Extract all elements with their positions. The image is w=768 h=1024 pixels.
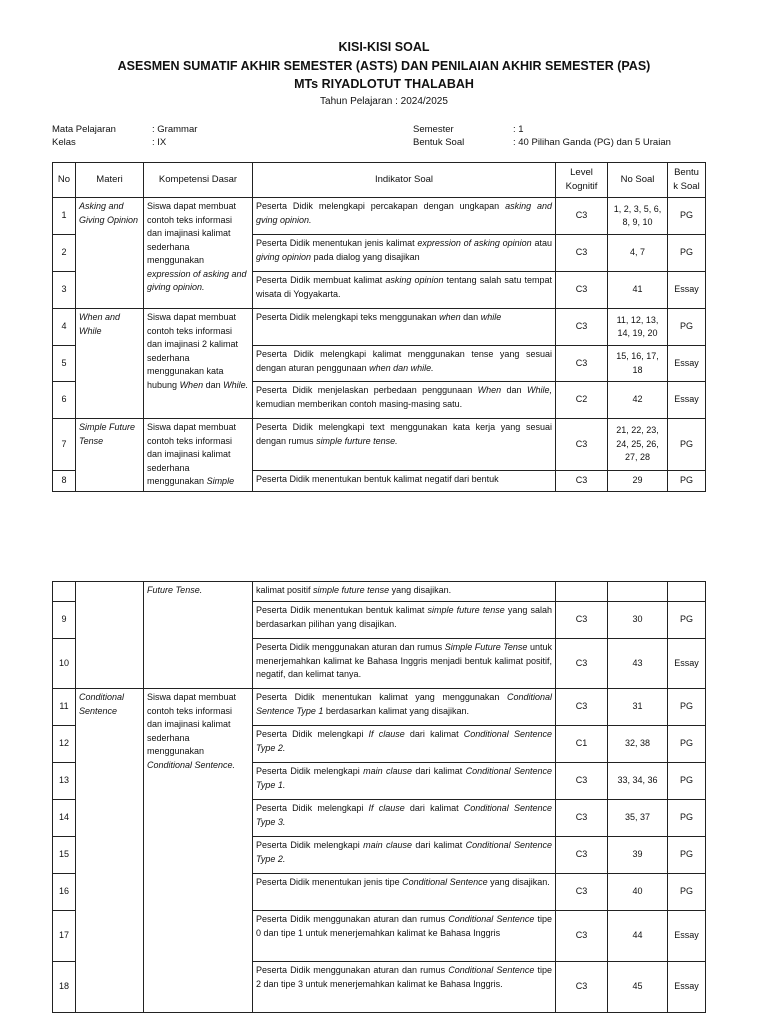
indikator-cell: Peserta Didik melengkapi main clause dari kalimat Conditional Sentence Type 2. [253,837,556,874]
indikator-cell: Peserta Didik menentukan bentuk kalimat negatif dari bentuk [253,470,556,491]
nosoal-cell: 1, 2, 3, 5, 6, 8, 9, 10 [608,198,668,235]
level-cell: C3 [556,962,608,1013]
table-row [53,419,706,471]
indikator-cell: Peserta Didik melengkapi main clause dari kalimat Conditional Sentence Type 1. [253,763,556,800]
level-cell: C3 [556,419,608,471]
school-name: MTs RIYADLOTUT THALABAH [294,77,474,91]
nosoal-cell: 43 [608,639,668,689]
class-label: Kelas [52,137,76,148]
row-no: 5 [53,346,76,382]
row-no: 18 [53,962,76,1013]
nosoal-cell: 42 [608,382,668,419]
row-no: 8 [53,470,76,491]
level-cell: C3 [556,874,608,911]
academic-year: Tahun Pelajaran : 2024/2025 [320,96,448,107]
subject-value: : Grammar [152,124,198,135]
bentuk-cell: PG [668,689,706,726]
indikator-cell: Peserta Didik menggunakan aturan dan rumus Conditional Sentence tipe 0 dan tipe 1 untuk menerjemahkan kalimat ke Bahasa Inggris [253,911,556,962]
indikator-cell: kalimat positif simple future tense yang disajikan. [253,582,556,602]
indikator-cell: Peserta Didik melengkapi kalimat menggunakan tense yang sesuai dengan aturan penggunaan when dan while. [253,346,556,382]
row-no: 1 [53,198,76,235]
level-cell: C3 [556,470,608,491]
row-no: 4 [53,309,76,346]
indikator-cell: Peserta Didik melengkapi teks menggunakan when dan while [253,309,556,346]
indikator-cell: Peserta Didik melengkapi If clause dari kalimat Conditional Sentence Type 3. [253,800,556,837]
nosoal-cell: 21, 22, 23, 24, 25, 26, 27, 28 [608,419,668,471]
indikator-cell: Peserta Didik melengkapi text menggunakan kata kerja yang sesuai dengan rumus simple furture tense. [253,419,556,471]
table-row [53,689,706,726]
row-no: 16 [53,874,76,911]
indikator-cell: Peserta Didik menentukan bentuk kalimat simple future tense yang salah berdasarkan pilihan yang disajikan. [253,602,556,639]
nosoal-cell: 35, 37 [608,800,668,837]
kd-cell: Siswa dapat membuat contoh teks informasi dan imajinasi kalimat sederhana menggunakan expression of asking and giving opinion. [144,198,253,309]
level-cell: C3 [556,639,608,689]
row-no: 11 [53,689,76,726]
level-cell: C3 [556,763,608,800]
nosoal-cell: 11, 12, 13, 14, 19, 20 [608,309,668,346]
row-no: 13 [53,763,76,800]
nosoal-cell: 29 [608,470,668,491]
row-no: 3 [53,272,76,309]
level-cell: C3 [556,911,608,962]
table-row [53,582,706,602]
bentuk-cell: PG [668,419,706,471]
row-no: 14 [53,800,76,837]
materi-cell: Asking and Giving Opinion [76,198,144,309]
row-no: 12 [53,726,76,763]
row-no: 7 [53,419,76,471]
col-header-indikator: Indikator Soal [253,163,556,198]
bentuk-cell: PG [668,763,706,800]
bentuk-cell: PG [668,874,706,911]
indikator-cell: Peserta Didik menentukan jenis kalimat expression of asking opinion atau giving opinion pada dialog yang disajikan [253,235,556,272]
nosoal-cell: 39 [608,837,668,874]
col-header-no: No [53,163,76,198]
semester-value: : 1 [513,124,524,135]
indikator-cell: Peserta Didik melengkapi percakapan dengan ungkapan asking and gving opinion. [253,198,556,235]
table-row [53,198,706,235]
level-cell: C3 [556,235,608,272]
row-no: 9 [53,602,76,639]
kd-cell: Siswa dapat membuat contoh teks informasi dan imajinasi kalimat sederhana menggunakan Simple [144,419,253,492]
kd-cell: Siswa dapat membuat contoh teks informasi dan imajinasi 2 kalimat sederhana menggunakan kata hubung When dan While. [144,309,253,419]
bentuk-cell: Essay [668,382,706,419]
nosoal-cell: 33, 34, 36 [608,763,668,800]
level-cell: C2 [556,382,608,419]
nosoal-cell: 15, 16, 17, 18 [608,346,668,382]
subject-label: Mata Pelajaran [52,124,116,135]
document-title: KISI-KISI SOAL [338,40,430,54]
level-cell: C1 [556,726,608,763]
indikator-cell: Peserta Didik menentukan kalimat yang menggunakan Conditional Sentence Type 1 berdasarkan kalimat yang disajikan. [253,689,556,726]
indikator-cell: Peserta Didik menentukan jenis tipe Conditional Sentence yang disajikan. [253,874,556,911]
row-no: 17 [53,911,76,962]
kd-cell: Siswa dapat membuat contoh teks informasi dan imajinasi kalimat sederhana menggunakan Conditional Sentence. [144,689,253,1013]
bentuk-cell: PG [668,726,706,763]
bentuk-cell: PG [668,235,706,272]
table-row [53,309,706,346]
kd-cell: Future Tense. [144,582,253,689]
row-no: 2 [53,235,76,272]
level-cell: C3 [556,800,608,837]
question-form-label: Bentuk Soal [413,137,465,148]
level-cell: C3 [556,837,608,874]
nosoal-cell: 32, 38 [608,726,668,763]
question-form-value: : 40 Pilihan Ganda (PG) dan 5 Uraian [513,137,671,148]
indikator-cell: Peserta Didik menggunakan aturan dan rumus Conditional Sentence tipe 2 dan tipe 3 untuk menerjemahkan kalimat ke Bahasa Inggris. [253,962,556,1013]
bentuk-cell: Essay [668,911,706,962]
level-cell: C3 [556,689,608,726]
bentuk-cell: PG [668,602,706,639]
nosoal-cell: 30 [608,602,668,639]
nosoal-cell: 44 [608,911,668,962]
nosoal-cell: 40 [608,874,668,911]
bentuk-cell: PG [668,309,706,346]
indikator-cell: Peserta Didik menggunakan aturan dan rumus Simple Future Tense untuk menerjemahkan kalimat ke Bahasa Inggris menjadi bentuk kalimat positif, negatif, dan kelimat tanya. [253,639,556,689]
bentuk-cell: Essay [668,962,706,1013]
indikator-cell: Peserta Didik melengkapi If clause dari kalimat Conditional Sentence Type 2. [253,726,556,763]
row-no: 15 [53,837,76,874]
level-cell: C3 [556,602,608,639]
document-subtitle: ASESMEN SUMATIF AKHIR SEMESTER (ASTS) DAN PENILAIAN AKHIR SEMESTER (PAS) [117,59,651,73]
bentuk-cell: Essay [668,639,706,689]
semester-label: Semester [413,124,454,135]
nosoal-cell: 45 [608,962,668,1013]
bentuk-cell: PG [668,470,706,491]
materi-cell: Conditional Sentence [76,689,144,1013]
grid-table-page-2-rows [52,581,706,1013]
row-no: 10 [53,639,76,689]
indikator-cell: Peserta Didik membuat kalimat asking opinion tentang salah satu tempat wisata di Yogyakarta. [253,272,556,309]
nosoal-cell: 4, 7 [608,235,668,272]
row-no: 6 [53,382,76,419]
nosoal-cell: 41 [608,272,668,309]
col-header-nosoal: No Soal [608,163,668,198]
bentuk-cell: PG [668,198,706,235]
bentuk-cell: Essay [668,272,706,309]
grid-table-page-1 [52,162,706,492]
bentuk-cell: PG [668,800,706,837]
bentuk-cell: PG [668,837,706,874]
level-cell: C3 [556,198,608,235]
level-cell: C3 [556,346,608,382]
level-cell: C3 [556,272,608,309]
col-header-level: Level Kognitif [556,163,608,198]
level-cell: C3 [556,309,608,346]
bentuk-cell: Essay [668,346,706,382]
materi-cell: When and While [76,309,144,419]
col-header-bentuk: Bentu k Soal [668,163,706,198]
materi-cell: Simple Future Tense [76,419,144,492]
class-value: : IX [152,137,167,148]
col-header-materi: Materi [76,163,144,198]
col-header-kd: Kompetensi Dasar [144,163,253,198]
nosoal-cell: 31 [608,689,668,726]
indikator-cell: Peserta Didik menjelaskan perbedaan penggunaan When dan While, kemudian memberikan contoh masing-masing satu. [253,382,556,419]
